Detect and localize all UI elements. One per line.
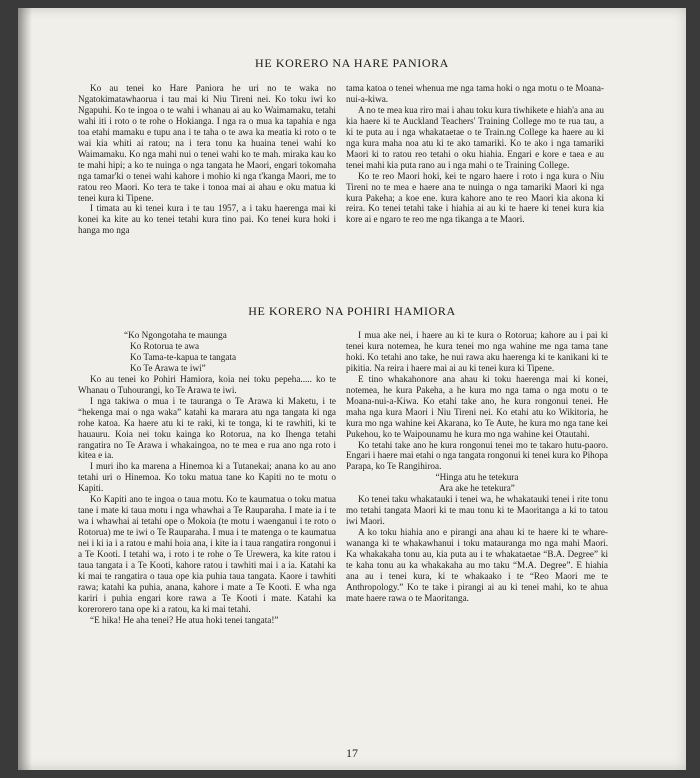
column-hare-paniora-left bbox=[78, 83, 336, 236]
column-pohiri-hamiora-right bbox=[346, 330, 608, 604]
paragraph: Ko au tenei ko Pohiri Hamiora, koia nei toku pepeha..... ko te Whanau o Tuhourangi, ko Te Arawa te iwi. bbox=[78, 373, 336, 395]
paragraph: I muri iho ka marena a Hinemoa ki a Tutanekai; anana ko au ano tetahi uri o Hinemoa. Ko toku matua tane ko Kapiti no te motu o Kapiti. bbox=[78, 461, 336, 494]
paragraph: tama katoa o tenei whenua me nga tama hoki o nga motu o te Moana-nui-a-kiwa. bbox=[346, 83, 604, 104]
column-hare-paniora-right bbox=[346, 83, 604, 225]
paragraph: I nga takiwa o mua i te tauranga o Te Arawa ki Maketu, i te “hekenga mai o nga waka” katahi ka marara atu nga tangata ki nga rohe katoa. Ka haere atu ki te raki, ki te tonga, ki te rawhiti, ki te hauauru. Koia nei toku kainga ko Rotorua, na ko Ihenga tetahi rangatira no Te Arawa i whakaingoa, no te mea e rua ano nga roto i kitea e ia. bbox=[78, 395, 336, 461]
poem-line: Ko Tama-te-kapua te tangata bbox=[130, 351, 237, 362]
page-number: 17 bbox=[346, 746, 358, 760]
paragraph: Ko Kapiti ano te ingoa o taua motu. Ko te kaumatua o toku matua tane i mate ki taua motu i nga whawhai a Te Rauparaha. I mate ia i te wa i whawhai ai tetahi ope o Mokoia (te motu i waenganui i te roto o Rotorua) me te iwi o Te Rauparaha. I mua i te matenga o te kaumatua nei i ki ia i a ratou e mahi hoia ana, i kite ia i taua rangatira rongonui i a Te Kooti. I tetahi wa, i roto i te rohe o Te Urewera, ka kite ratou i taua tangata i a Te Kooti, kahore ratou i tawhiti mai i a ia. Katahi ka ki mai te rangatira o taua ope kia puhia taua tangata. Kaore i tawhiti rawa; katahi ka puhia, anana, kahore i mate a Te Kooti. E wha nga kariri i puhia engari kore rawa a Te Kooti i mate. Katahi ka korerorero tana ope ki a ratou, ka ki mai tetahi. bbox=[78, 494, 336, 614]
paragraph: A ko toku hiahia ano e pirangi ana ahau ki te haere ki te whare-wananga ki te whakawhanui i toku matauranga mo nga mahi Maori. Ka whakakaha tonu au, kia puta au i te whakataetae “B.A. Degree” ki te kaha tonu au ka whakakaha au mo taku “M.A. Degree”. E hiahia ana au i tenei kura, ki te whakaako i te “Reo Maori me te Anthropology.” Ko te take i pirangi ai au ki tenei mahi, ko te ahua mate haere rawa o te Maoritanga. bbox=[346, 527, 608, 603]
paragraph: I timata au ki tenei kura i te tau 1957, a i taku haerenga mai ki konei ka kite au ko tenei tetahi kura tino pai. Ko tenei kura hoki i hanga mo nga bbox=[78, 203, 336, 236]
document-page bbox=[18, 8, 686, 770]
paragraph: Ko au tenei ko Hare Paniora he uri no te waka no Ngatokimatawhaorua i tau mai ki Niu Tireni nei. Ko toku iwi ko Ngapuhi. Ko te ingoa o te wahi i whanau ai au ko Waimamaku, tetahi wahi iti i roto o te rohe o Hokianga. I nga ra o mua ka tapahia e nga toa etahi mamaku e tupu ana i te taha o te awa ka meatia ki roto o te wai kia whiti ai ratou; na i tera tonu ka huaina tenei wahi ko Waimamaku. Ko nga mahi nui o tenei wahi ko te mah. miraka kau ko te mahi hipi; a ko te nuinga o nga tangata he Maori, engari tokomaha nga tamar'ki o tenei wahi kahore i mohio ki nga t'kanga Maori, me to ratou reo Maori. Ko tera te take i tonoa mai ai ahau e oku matua ki tenei kura ki Tipene. bbox=[78, 83, 336, 203]
paragraph: “E hika! He aha tenei? He atua hoki tenei tangata!” bbox=[90, 614, 279, 625]
pepeha-poem bbox=[78, 330, 336, 374]
paragraph: Ko te reo Maori hoki, kei te ngaro haere i roto i nga kura o Niu Tireni no te mea e haere ana te nuinga o nga tamariki Maori ki nga kura Pakeha; a koe ene. kura kahore ano te reo Maori kia akona ki reira. Ko tenei tetahi take i hiahia ai au ki te haere ki tenei kura kia kore ai e ngaro te reo me nga tikanga a te Maori. bbox=[346, 170, 604, 225]
section-title-pohiri-hamiora: HE KORERO NA POHIRI HAMIORA bbox=[248, 304, 456, 318]
poem-line: Ko Rotorua te awa bbox=[130, 340, 200, 351]
column-pohiri-hamiora-left bbox=[78, 330, 336, 626]
poem-line: “Ko Ngongotaha te maunga bbox=[124, 330, 227, 340]
paragraph: A no te mea kua riro mai i ahau toku kura tiwhikete e hiah'a ana au kia haere ki te Auckland Teachers' Training College mo te rua tau, a ki te puta au i nga whakataetae o te Train.ng College ka haere au ki nga kura maha noa atu ki te ako tamariki. Ko te ako i nga tamariki Maori ki to ratou reo tetahi o oku hiahia. Engari e kore e taea e au tenei mahi kia puta rano au i nga mahi o te Training College. bbox=[346, 104, 604, 170]
verse-line: Ara ake he tetekura” bbox=[439, 483, 515, 494]
poem-line: Ko Te Arawa te iwi” bbox=[130, 362, 206, 373]
paragraph: I mua ake nei, i haere au ki te kura o Rotorua; kahore au i pai ki tenei kura notemea, he kura tenei mo nga wahine me nga tama tane hoki. Ko tetahi ano take, he nui rawa aku haerenga ki te kanikani ki te pikitia. Na reira i haere mai ai au ki tenei kura ki Tipene. bbox=[346, 330, 608, 373]
verse-line: “Hinga atu he tetekura bbox=[435, 472, 519, 483]
paragraph: E tino whakahonore ana ahau ki toku haerenga mai ki konei, notemea, he kura Pakeha, a he kura mo nga tama o nga motu o te Moana-nui-a-Kiwa. Ko etahi take ano, he kura rongonui tenei. He maha nga kura Maori i Niu Tireni nei. Ko etahi atu ko Wikitoria, he kura mo nga wahine kei Akarana, ko Te Aute, he kura mo nga tane kei Pukehou, ko te Waipounamu he kura mo nga wahine kei Otautahi. bbox=[346, 373, 608, 439]
page-gutter-shadow bbox=[18, 8, 32, 770]
section-title-hare-paniora: HE KORERO NA HARE PANIORA bbox=[255, 56, 449, 70]
paragraph: Ko tenei taku whakatauki i tenei wa, he whakatauki tenei i rite tonu mo tetahi tangata Maori ki te mau tonu ki te Maoritanga a ki to tatou iwi Maori. bbox=[346, 494, 608, 527]
paragraph: Ko tetahi take ano he kura rongonui tenei mo te takaro hutu-paoro. Engari i haere mai etahi o nga tangata rongonui ki tenei kura ko Pihopa Parapa, ko Te Rangihiroa. bbox=[346, 439, 609, 472]
